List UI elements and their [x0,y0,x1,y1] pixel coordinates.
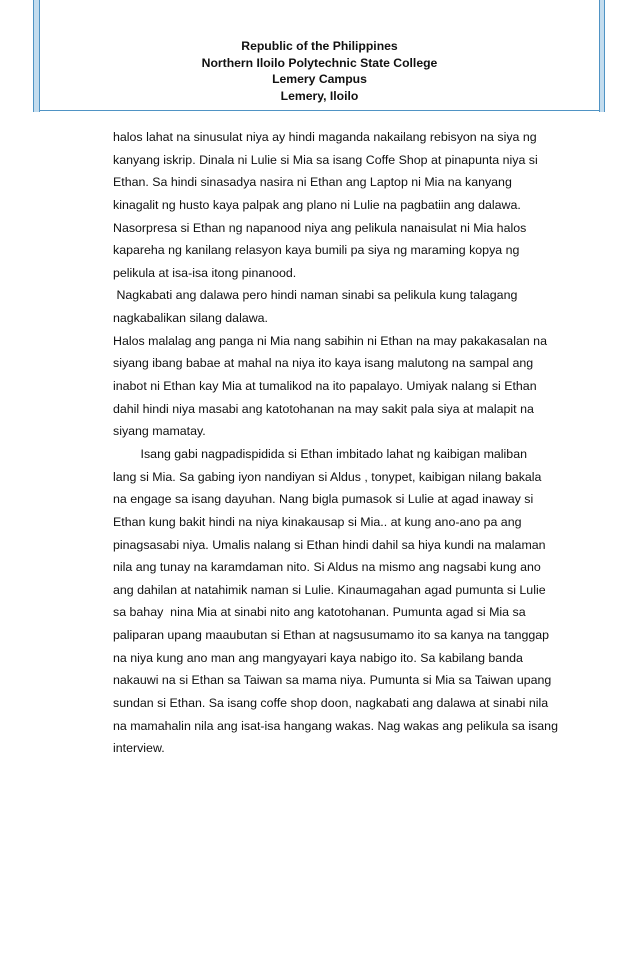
body-line: Halos malalag ang panga ni Mia nang sabihin ni Ethan na may pakakasalan na [113,333,547,348]
body-line: kinagalit ng husto kaya palpak ang plano ni Lulie na pagbatiin ang dalawa. [113,197,521,212]
body-line: nagkabalikan silang dalawa. [113,311,268,326]
body-line: Nasorpresa si Ethan ng napanood niya ang pelikula nanaisulat ni Mia halos [113,220,527,235]
body-line: kapareha ng kanilang relasyon kaya bumili pa siya ng maraming kopya ng [113,243,520,258]
body-line: na niya kung ano man ang mangyayari kaya nabigo ito. Sa kabilang banda [113,650,523,665]
body-text [113,126,568,760]
body-line: halos lahat na sinusulat niya ay hindi maganda nakailang rebisyon na siya ng [113,130,537,144]
body-line: pelikula at isa-isa itong pinanood. [113,265,297,280]
body-line: siyang mamatay. [113,424,206,439]
body-line: na mamahalin nila ang isat-isa hangang wakas. Nag wakas ang pelikula sa isang [113,718,558,733]
body-line: Isang gabi nagpadispidida si Ethan imbitado lahat ng kaibigan maliban [113,446,527,461]
body-line: Ethan kung bakit hindi na niya kinakausap si Mia.. at kung ano-ano pa ang [113,514,522,529]
letterhead-campus: Lemery Campus [272,72,367,86]
letterhead-institution: Northern Iloilo Polytechnic State College [201,55,438,70]
body-line: ang dahilan at natahimik naman si Lulie. Kinaumagahan agad pumunta si Lulie [113,582,546,597]
body-line: siyang ibang babae at mahal na niya ito kaya isang malutong na sampal ang [113,356,534,371]
body-line: kanyang iskrip. Dinala ni Lulie si Mia sa isang Coffe Shop at pinapunta niya si [113,152,538,167]
letterhead-location: Lemery, Iloilo [280,88,359,103]
body-line: nakauwi na si Ethan sa Taiwan sa mama niya. Pumunta si Mia sa Taiwan upang [113,673,552,688]
body-line: pinagsasabi niya. Umalis nalang si Ethan hindi dahil sa hiya kundi na malaman [113,537,546,552]
body-line: lang si Mia. Sa gabing iyon nandiyan si Aldus , tonypet, kaibigan nilang bakala [113,469,542,484]
letterhead [40,38,599,104]
body-line: dahil hindi niya masabi ang katotohanan na may sakit pala siya at malapit na [113,401,534,416]
header-bottom-rule [40,110,599,111]
body-line: paliparan upang maaubutan si Ethan at nagsusumamo ito sa kanya na tanggap [113,628,550,643]
body-line: inabot ni Ethan kay Mia at tumalikod na ito papalayo. Umiyak nalang si Ethan [113,379,537,394]
body-line: na engage sa isang dayuhan. Nang bigla pumasok si Lulie at agad inaway si [113,492,534,507]
letterhead-country: Republic of the Philippines [241,39,398,53]
body-line: interview. [113,741,165,756]
body-line: Nagkabati ang dalawa pero hindi naman sinabi sa pelikula kung talagang [113,288,518,303]
body-line: Ethan. Sa hindi sinasadya nasira ni Ethan ang Laptop ni Mia na kanyang [113,175,512,190]
body-line: sundan si Ethan. Sa isang coffe shop doon, nagkabati ang dalawa at sinabi nila [113,696,549,711]
header-left-border [33,0,40,112]
body-line: nila ang tunay na karamdaman nito. Si Aldus na mismo ang nagsabi kung ano [113,560,541,575]
body-line: sa bahay nina Mia at sinabi nito ang katotohanan. Pumunta agad si Mia sa [113,605,526,620]
header-right-border [599,0,605,112]
